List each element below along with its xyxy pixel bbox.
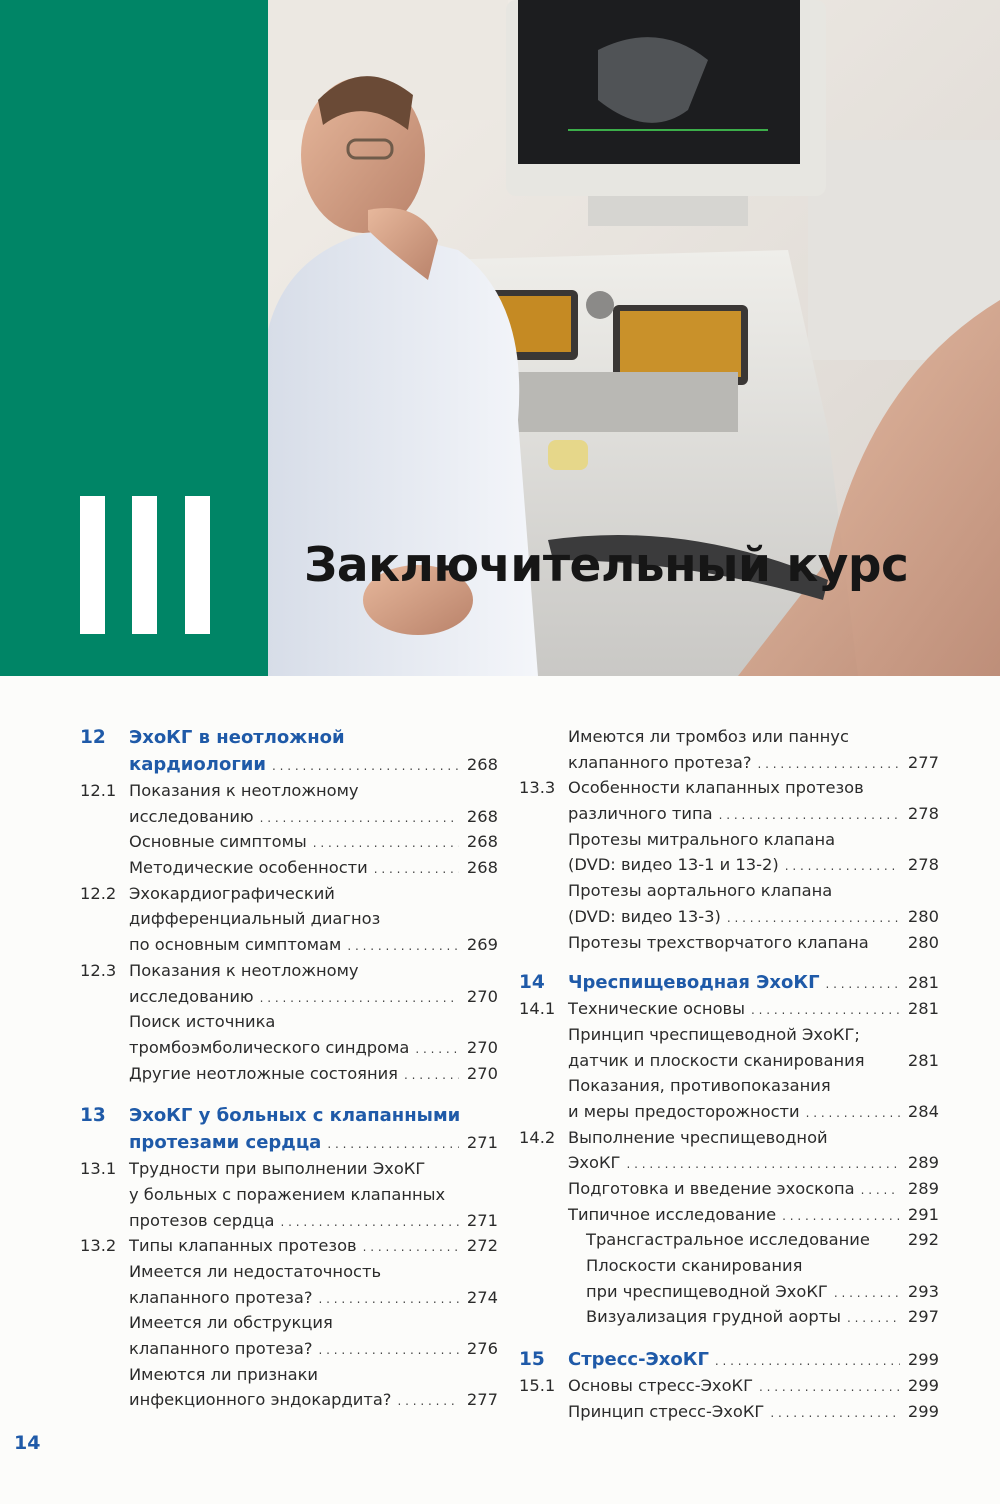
toc-entry-cont[interactable] <box>80 1208 498 1234</box>
toc-entry-cont[interactable] <box>519 904 939 930</box>
entry-title: Эхокардиографический <box>129 883 335 903</box>
toc-entry-cont[interactable] <box>80 804 498 830</box>
toc-entry[interactable] <box>80 778 498 804</box>
toc-entry-cont[interactable] <box>80 1285 498 1311</box>
toc-entry[interactable] <box>80 1259 498 1285</box>
toc-chapter-12 <box>80 724 498 1086</box>
toc-entry[interactable] <box>519 996 939 1022</box>
section-number: 13.2 <box>80 1236 117 1256</box>
toc-entry-cont[interactable] <box>519 1099 939 1125</box>
leader-dots <box>806 1101 900 1127</box>
entry-title: Типы клапанных протезов <box>129 1236 357 1256</box>
page-ref: 281 <box>907 973 939 993</box>
leader-dots <box>260 986 459 1012</box>
page-ref: 281 <box>907 1050 939 1070</box>
leader-dots <box>715 1348 900 1375</box>
section-number: 14.2 <box>519 1127 556 1147</box>
page-ref: 284 <box>907 1101 939 1121</box>
leader-dots <box>374 857 459 883</box>
page-ref: 272 <box>466 1236 498 1256</box>
entry-title: Имеются ли признаки <box>129 1364 319 1384</box>
toc-entry[interactable] <box>80 881 498 907</box>
leader-dots <box>404 1063 459 1089</box>
page-ref: 280 <box>907 906 939 926</box>
toc-entry[interactable] <box>80 958 498 984</box>
entry-title: Имеются ли тромбоз или паннус <box>568 727 849 746</box>
chapter-heading-cont[interactable] <box>80 1129 498 1156</box>
chapter-title: протезами сердца <box>129 1132 322 1154</box>
section-number: 13.3 <box>519 778 556 798</box>
entry-title: у больных с поражением клапанных <box>129 1184 446 1204</box>
toc-entry-cont[interactable] <box>80 1035 498 1061</box>
page-ref: 271 <box>466 1210 498 1230</box>
toc-entry[interactable] <box>519 1176 939 1202</box>
toc-entry-cont[interactable] <box>80 906 498 932</box>
entry-title: Протезы аортального клапана <box>568 881 833 901</box>
page-ref: 270 <box>466 986 498 1006</box>
toc-entry[interactable] <box>519 1073 939 1099</box>
leader-dots <box>758 752 900 778</box>
toc-entry[interactable] <box>519 1022 939 1048</box>
part-title: Заключительный курс <box>304 538 909 593</box>
page-ref: 277 <box>907 752 939 772</box>
entry-title: Протезы трехстворчатого клапана <box>568 932 869 952</box>
toc-entry-cont[interactable] <box>80 1387 498 1413</box>
entry-title: инфекционного эндокардита? <box>129 1390 392 1410</box>
chapter-title: ЭхоКГ в неотложной <box>129 727 345 748</box>
entry-title: дифференциальный диагноз <box>129 909 381 929</box>
entry-title: клапанного протеза? <box>568 752 752 772</box>
toc-entry[interactable] <box>519 1202 939 1228</box>
toc-entry[interactable] <box>519 827 939 853</box>
entry-title: Показания к неотложному <box>129 781 359 800</box>
leader-dots <box>719 803 900 829</box>
chapter-heading[interactable] <box>519 969 939 996</box>
page-ref: 291 <box>907 1204 939 1224</box>
toc-chapter-13-cont <box>519 724 939 955</box>
section-number: 13.1 <box>80 1159 117 1179</box>
chapter-number: 14 <box>519 972 545 994</box>
leader-dots <box>759 1375 900 1401</box>
entry-title: датчик и плоскости сканирования <box>568 1050 865 1070</box>
roman-numeral <box>80 496 210 634</box>
page-ref: 268 <box>466 858 498 878</box>
toc-entry-cont[interactable] <box>519 750 939 776</box>
leader-dots <box>319 1338 459 1364</box>
leader-dots <box>861 1178 900 1204</box>
entry-title: ЭхоКГ <box>568 1153 621 1173</box>
toc-entry-cont[interactable] <box>519 801 939 827</box>
page-ref: 280 <box>907 932 939 952</box>
leader-dots <box>847 1306 900 1332</box>
entry-title: исследованию <box>129 986 254 1006</box>
page-ref: 269 <box>466 935 498 955</box>
leader-dots <box>347 934 459 960</box>
leader-dots <box>327 1131 459 1158</box>
page-ref: 299 <box>907 1350 939 1370</box>
entry-title: Имеется ли недостаточность <box>129 1262 382 1281</box>
chapter-heading[interactable] <box>519 1346 939 1373</box>
page-ref: 270 <box>466 1063 498 1083</box>
page-ref: 274 <box>466 1287 498 1307</box>
entry-title: Особенности клапанных протезов <box>568 778 864 798</box>
chapter-heading[interactable] <box>80 724 498 751</box>
page-ref: 271 <box>466 1133 498 1153</box>
entry-title: исследованию <box>129 806 254 826</box>
page-ref: 278 <box>907 855 939 875</box>
entry-title: (DVD: видео 13-3) <box>568 906 721 926</box>
section-number: 15.1 <box>519 1376 556 1396</box>
entry-title: (DVD: видео 13-1 и 13-2) <box>568 855 779 875</box>
page-ref: 299 <box>907 1376 939 1396</box>
chapter-title: ЭхоКГ у больных с клапанными <box>129 1105 461 1127</box>
toc-chapter-13 <box>80 1102 498 1413</box>
toc-entry-cont[interactable] <box>80 932 498 958</box>
entry-title: Плоскости сканирования <box>586 1256 803 1276</box>
toc-entry-cont[interactable] <box>80 1336 498 1362</box>
chapter-title: кардиологии <box>129 754 266 775</box>
entry-title: тромбоэмболического синдрома <box>129 1037 410 1057</box>
page-ref: 268 <box>466 806 498 826</box>
entry-title: Трудности при выполнении ЭхоКГ <box>129 1159 426 1179</box>
toc-entry[interactable] <box>519 1253 939 1279</box>
chapter-number: 15 <box>519 1349 545 1371</box>
entry-title: Поиск источника <box>129 1012 276 1032</box>
toc-entry[interactable] <box>519 724 939 750</box>
entry-title: Трансгастральное исследование <box>586 1230 870 1250</box>
toc-entry[interactable] <box>519 1399 939 1425</box>
toc-entry-cont[interactable] <box>519 1150 939 1176</box>
toc-entry-cont[interactable] <box>519 1279 939 1305</box>
page-ref: 278 <box>907 804 939 824</box>
page-ref: 293 <box>907 1281 939 1301</box>
toc-chapter-15 <box>519 1346 939 1424</box>
entry-title: клапанного протеза? <box>129 1339 313 1359</box>
toc-entry[interactable] <box>519 1125 939 1151</box>
entry-title: Основы стресс-ЭхоКГ <box>568 1376 754 1396</box>
page-ref: 268 <box>466 832 498 852</box>
chapter-heading[interactable] <box>80 1102 498 1129</box>
page-ref: 281 <box>907 999 939 1019</box>
entry-title: Показания, противопоказания <box>568 1076 831 1096</box>
page-number: 14 <box>14 1432 41 1454</box>
entry-title: Основные симптомы <box>129 832 307 852</box>
toc-entry[interactable] <box>519 1373 939 1399</box>
section-number: 12.3 <box>80 960 117 980</box>
leader-dots <box>363 1235 459 1261</box>
entry-title: Показания к неотложному <box>129 960 359 980</box>
toc-entry[interactable] <box>519 775 939 801</box>
toc-entry-cont[interactable] <box>519 1048 939 1074</box>
toc-entry[interactable] <box>80 1233 498 1259</box>
entry-title: Принцип чреспищеводной ЭхоКГ; <box>568 1024 860 1044</box>
leader-dots <box>272 753 459 780</box>
entry-title: при чреспищеводной ЭхоКГ <box>586 1281 828 1301</box>
toc-left-column <box>80 724 498 1429</box>
chapter-header <box>0 0 1000 676</box>
page-ref: 289 <box>907 1179 939 1198</box>
page-ref: 268 <box>466 755 498 774</box>
leader-dots <box>751 998 900 1024</box>
toc-entry-cont[interactable] <box>80 984 498 1010</box>
toc-entry[interactable] <box>80 1156 498 1182</box>
leader-dots <box>727 906 900 932</box>
entry-title: Выполнение чреспищеводной <box>568 1127 828 1147</box>
page-ref: 277 <box>466 1390 498 1410</box>
leader-dots <box>826 971 900 998</box>
page-ref: 289 <box>907 1153 939 1173</box>
entry-title: Технические основы <box>568 999 745 1019</box>
chapter-title: Чреспищеводная ЭхоКГ <box>568 972 820 994</box>
entry-title: протезов сердца <box>129 1210 275 1230</box>
leader-dots <box>260 806 459 832</box>
leader-dots <box>626 1152 899 1178</box>
section-number: 12.2 <box>80 883 117 903</box>
chapter-number: 12 <box>80 727 106 748</box>
toc-entry[interactable] <box>519 1304 939 1330</box>
leader-dots <box>280 1210 458 1236</box>
page-ref: 299 <box>907 1401 939 1421</box>
leader-dots <box>770 1401 900 1427</box>
entry-title: по основным симптомам <box>129 935 342 955</box>
page-ref: 297 <box>907 1307 939 1327</box>
leader-dots <box>319 1287 459 1313</box>
toc-chapter-14 <box>519 969 939 1330</box>
toc-entry[interactable] <box>519 878 939 904</box>
entry-title: и меры предосторожности <box>568 1101 800 1121</box>
entry-title: Протезы митрального клапана <box>568 829 836 849</box>
entry-title: Типичное исследование <box>568 1204 777 1224</box>
section-number: 14.1 <box>519 999 556 1019</box>
entry-title: Подготовка и введение эхоскопа <box>568 1179 855 1198</box>
chapter-number: 13 <box>80 1105 106 1127</box>
chapter-title: Стресс-ЭхоКГ <box>568 1349 709 1371</box>
leader-dots <box>313 831 459 857</box>
toc-entry[interactable] <box>80 1310 498 1336</box>
leader-dots <box>785 854 900 880</box>
leader-dots <box>397 1389 458 1415</box>
section-number: 12.1 <box>80 781 117 800</box>
toc-entry[interactable] <box>519 930 939 956</box>
toc-entry[interactable] <box>80 829 498 855</box>
entry-title: Методические особенности <box>129 858 368 878</box>
toc-entry-cont[interactable] <box>80 1182 498 1208</box>
toc-entry[interactable] <box>80 1061 498 1087</box>
toc-right-column <box>519 724 939 1441</box>
entry-title: клапанного протеза? <box>129 1287 313 1307</box>
page-ref: 270 <box>466 1037 498 1057</box>
leader-dots <box>782 1204 900 1230</box>
leader-dots <box>834 1281 900 1307</box>
entry-title: Визуализация грудной аорты <box>586 1307 842 1327</box>
chapter-heading-cont[interactable] <box>80 751 498 778</box>
entry-title: Имеется ли обструкция <box>129 1313 333 1333</box>
green-panel <box>0 0 268 676</box>
toc-entry[interactable] <box>80 1362 498 1388</box>
page-ref: 292 <box>907 1230 939 1250</box>
toc-entry-cont[interactable] <box>519 852 939 878</box>
toc-entry[interactable] <box>80 855 498 881</box>
entry-title: различного типа <box>568 804 713 824</box>
entry-title: Другие неотложные состояния <box>129 1063 398 1083</box>
leader-dots <box>415 1037 459 1063</box>
toc-entry[interactable] <box>80 1009 498 1035</box>
entry-title: Принцип стресс-ЭхоКГ <box>568 1401 765 1421</box>
page-ref: 276 <box>466 1339 498 1359</box>
toc-entry[interactable] <box>519 1227 939 1253</box>
